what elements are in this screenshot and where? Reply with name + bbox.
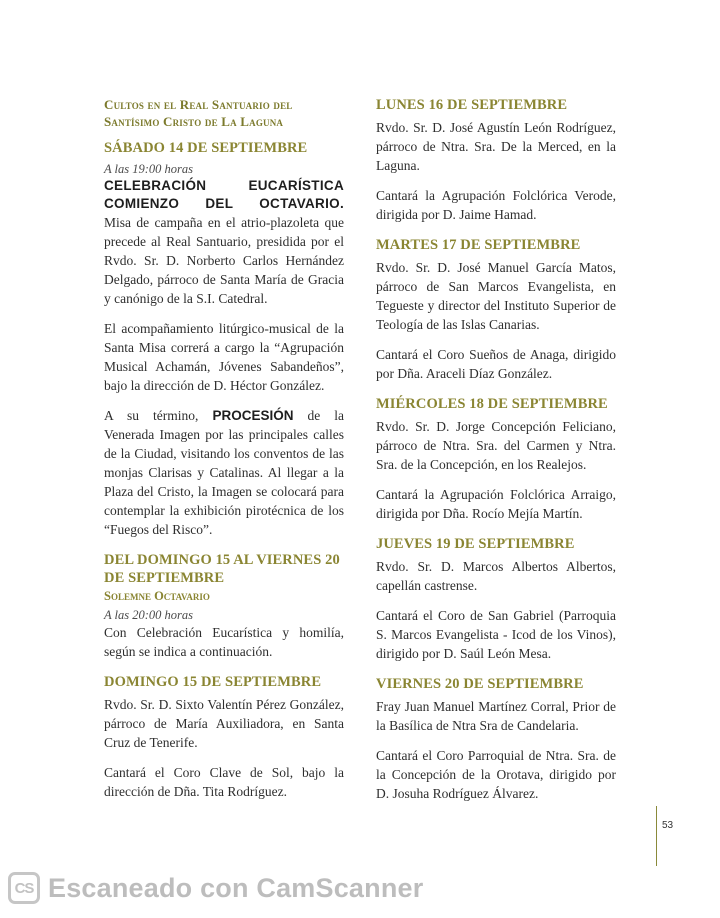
event-title-line2: COMIENZO DEL OCTAVARIO. <box>104 196 344 211</box>
saturday-paragraph-mass: Misa de campaña en el atrio-plazoleta que precede al Real Santuario, presidida por el Rvdo. Sr. D. Norberto Carlos Hernández Delgado, párroco de Santa María de Gracia y canónigo de la S.I. Catedral. <box>104 215 344 306</box>
octavario-title: DEL DOMINGO 15 AL VIERNES 20 DE SEPTIEMBRE <box>104 552 340 586</box>
camscanner-watermark <box>8 870 423 906</box>
saturday-paragraph-procession <box>104 406 344 539</box>
octavario-subtitle: Solemne Octavario <box>104 589 210 603</box>
thursday-title: JUEVES 19 DE SEPTIEMBRE <box>376 536 575 552</box>
saturday-time: A las 19:00 horas <box>104 162 194 176</box>
procession-rest: de la Venerada Imagen por las principales calles de la Ciudad, visitando los conventos de las monjas Clarisas y Catalinas. Al llegar a la Plaza del Cristo, la Imagen se colocará para contemplar la exhibición pirotécnica de los “Fuegos del Risco”. <box>104 408 344 537</box>
tuesday-paragraph-priest: Rvdo. Sr. D. José Manuel García Matos, párroco de San Marcos Evangelista, en Tegueste y director del Instituto Superior de Teología de las Islas Canarias. <box>376 260 616 332</box>
page-number: 53 <box>662 820 674 831</box>
procession-keyword: PROCESIÓN <box>212 408 294 423</box>
thursday-block <box>376 535 616 663</box>
camscanner-logo-icon: CS <box>8 872 40 904</box>
sunday-title: DOMINGO 15 DE SEPTIEMBRE <box>104 674 322 690</box>
monday-block <box>376 96 616 224</box>
friday-title: VIERNES 20 DE SEPTIEMBRE <box>376 676 584 692</box>
saturday-block <box>104 139 344 539</box>
wednesday-block <box>376 395 616 523</box>
sunday-paragraph-choir: Cantará el Coro Clave de Sol, bajo la dirección de Dña. Tita Rodríguez. <box>104 765 344 799</box>
section-heading: Cultos en el Real Santuario del Santísimo Cristo de La Laguna <box>104 97 293 129</box>
watermark-text: Escaneado con CamScanner <box>48 872 424 903</box>
wednesday-paragraph-priest: Rvdo. Sr. D. Jorge Concepción Feliciano, párroco de Ntra. Sra. del Carmen y Ntra. Sra. de la Concepción, en los Realejos. <box>376 419 616 472</box>
page-number-rule <box>656 806 657 866</box>
right-column <box>376 96 616 815</box>
wednesday-paragraph-choir: Cantará la Agrupación Folclórica Arraigo, dirigida por Dña. Rocío Mejía Martín. <box>376 487 616 521</box>
procession-intro: A su término, <box>104 408 213 423</box>
octavario-time: A las 20:00 horas <box>104 608 194 622</box>
friday-block <box>376 675 616 803</box>
thursday-paragraph-choir: Cantará el Coro de San Gabriel (Parroquia S. Marcos Evangelista - Icod de los Vinos), dirigido por D. Saúl León Mesa. <box>376 608 616 661</box>
thursday-paragraph-priest: Rvdo. Sr. D. Marcos Albertos Albertos, capellán castrense. <box>376 559 616 593</box>
tuesday-title: MARTES 17 DE SEPTIEMBRE <box>376 237 581 253</box>
sunday-paragraph-priest: Rvdo. Sr. D. Sixto Valentín Pérez González, párroco de María Auxiliadora, en Santa Cruz de Tenerife. <box>104 697 344 750</box>
event-title-line1: CELEBRACIÓN EUCARÍSTICA <box>104 178 344 193</box>
monday-title: LUNES 16 DE SEPTIEMBRE <box>376 97 568 113</box>
friday-paragraph-choir: Cantará el Coro Parroquial de Ntra. Sra. de la Concepción de la Orotava, dirigido por D. Josuha Rodríguez Álvarez. <box>376 748 616 801</box>
friday-paragraph-priest: Fray Juan Manuel Martínez Corral, Prior de la Basílica de Ntra Sra de Candelaria. <box>376 699 616 733</box>
octavario-block <box>104 551 344 661</box>
sunday-block <box>104 673 344 801</box>
tuesday-paragraph-choir: Cantará el Coro Sueños de Anaga, dirigido por Dña. Araceli Díaz González. <box>376 347 616 381</box>
wednesday-title: MIÉRCOLES 18 DE SEPTIEMBRE <box>376 396 608 412</box>
tuesday-block <box>376 236 616 383</box>
monday-paragraph-priest: Rvdo. Sr. D. José Agustín León Rodríguez, párroco de Ntra. Sra. De la Merced, en la Laguna. <box>376 120 616 173</box>
saturday-title: SÁBADO 14 DE SEPTIEMBRE <box>104 140 308 156</box>
octavario-paragraph: Con Celebración Eucarística y homilía, según se indica a continuación. <box>104 625 344 659</box>
left-column <box>104 96 344 813</box>
saturday-paragraph-music: El acompañamiento litúrgico-musical de la Santa Misa correrá a cargo la “Agrupación Musical Achamán, Jóvenes Sabandeños”, bajo la dirección de D. Héctor González. <box>104 321 344 393</box>
monday-paragraph-choir: Cantará la Agrupación Folclórica Verode, dirigida por D. Jaime Hamad. <box>376 188 616 222</box>
